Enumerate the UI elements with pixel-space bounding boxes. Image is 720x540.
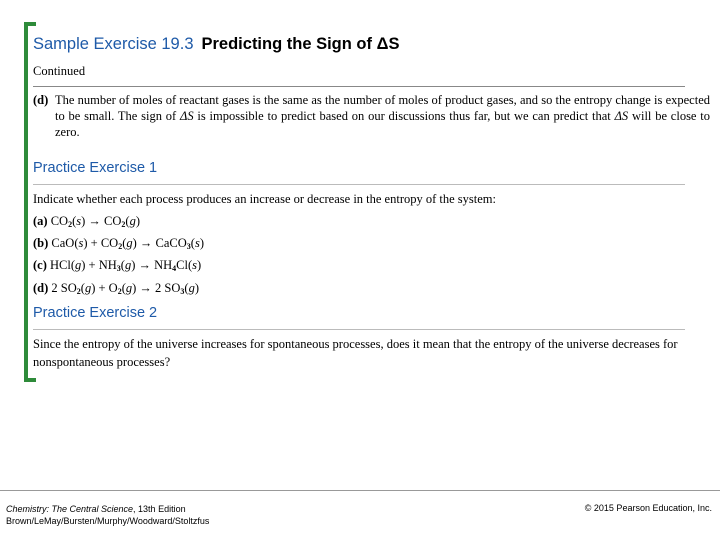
item-marker: (d) (33, 280, 49, 295)
item-marker: (b) (33, 236, 49, 251)
page-title (33, 35, 399, 54)
exercise-topic: Predicting the Sign of ΔS (201, 35, 400, 53)
part-d-text-2: is impossible to predict based on our discussions thus far, but we can predict that (193, 109, 615, 123)
part-d-answer (33, 92, 710, 140)
footer-copyright: © 2015 Pearson Education, Inc. (584, 503, 712, 513)
part-d-text-1: The number of moles of reactant gases is the same as the number of moles of product gases, and so the entropy change is expected to be small. The sign of (55, 93, 710, 123)
practice-exercise-2-heading: Practice Exercise 2 (33, 305, 158, 321)
bracket-bottom-cap (24, 378, 36, 382)
list-item (33, 279, 204, 301)
part-d-marker: (d) (33, 93, 49, 107)
divider-practice-2 (33, 329, 685, 330)
delta-s-symbol: ΔS (179, 109, 194, 123)
reaction-d: 2 $SO_2(g) + O_2(g) \to 2$ $SO_3(g)$ (51, 280, 199, 296)
bracket-top-cap (24, 22, 36, 26)
delta-s-symbol-2: ΔS (614, 109, 629, 123)
reaction-a: $CO_2(s) \to CO_2(g)$ (50, 214, 140, 229)
list-item (33, 212, 204, 234)
practice-1-instruction: Indicate whether each process produces an increase or decrease in the entropy of the system: (33, 192, 496, 206)
divider (33, 86, 685, 87)
footer-citation (6, 503, 209, 527)
practice-1-items (33, 212, 204, 301)
footer-divider (0, 490, 720, 491)
part-d-text-3: will be close to zero. (55, 109, 711, 139)
reaction-c: $HCl(g) + NH_3(g) \to NH_4Cl(s)$ (50, 258, 202, 274)
left-green-bracket (24, 22, 28, 382)
list-item (33, 256, 204, 278)
item-marker: (c) (33, 258, 47, 273)
list-item (33, 234, 204, 256)
reaction-b: $CaO(s) + CO_2(g)$ → CaCO$_3$(s) (51, 236, 204, 252)
book-title: Chemistry: The Central Science (6, 504, 134, 514)
practice-exercise-1-heading: Practice Exercise 1 (33, 160, 158, 176)
exercise-label: Sample Exercise 19.3 (33, 35, 194, 53)
book-edition: , 13th Edition (133, 504, 186, 514)
practice-2-question: Since the entropy of the universe increases for spontaneous processes, does it mean that the entropy of the universe decreases for nonspontaneous processes? (33, 337, 678, 369)
continued-label: Continued (33, 64, 86, 78)
item-marker: (a) (33, 214, 48, 228)
divider-practice-1 (33, 184, 685, 185)
book-authors: Brown/LeMay/Bursten/Murphy/Woodward/Stoltzfus (6, 516, 210, 526)
